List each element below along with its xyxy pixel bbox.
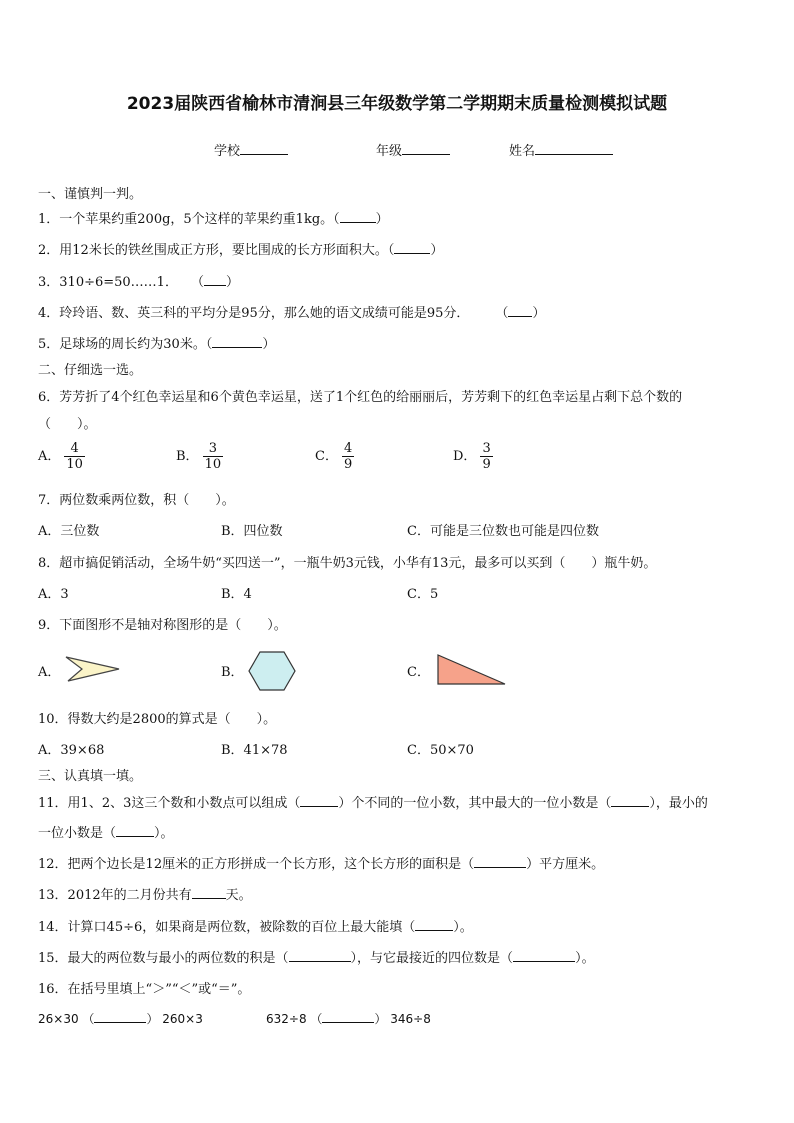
q10-option-c[interactable]: C．50×70 — [407, 743, 474, 758]
q9-option-c[interactable]: C． — [407, 665, 430, 680]
q12-blank[interactable] — [474, 855, 526, 868]
question-5: 5．足球场的周长约为30米。（ ） — [38, 337, 276, 352]
question-4: 4．玲玲语、数、英三科的平均分是95分，那么她的语文成绩可能是95分． （ ） — [38, 306, 546, 321]
arrow-shape-icon — [64, 654, 122, 684]
q7-option-b[interactable]: B．四位数 — [221, 524, 283, 539]
question-14: 14．计算口45÷6，如果商是两位数，被除数的百位上最大能填（ ）。 — [38, 920, 473, 935]
q9-option-a[interactable]: A． — [38, 665, 61, 680]
question-1: 1．一个苹果约重200g，5个这样的苹果约重1kg。（ ） — [38, 212, 389, 227]
question-12: 12．把两个边长是12厘米的正方形拼成一个长方形，这个长方形的面积是（ ）平方厘米。 — [38, 857, 605, 872]
section-2-heading: 二、仔细选一选。 — [38, 363, 143, 378]
fraction: $\frac{3}{9}$ — [482, 441, 491, 472]
right-triangle-shape — [438, 655, 505, 684]
school-blank[interactable] — [240, 142, 288, 155]
hexagon-shape-icon — [248, 650, 298, 692]
q11-blank-1[interactable] — [300, 794, 338, 807]
fraction: $\frac{4}{10}$ — [66, 441, 83, 472]
q6-option-a[interactable]: A． $\frac{4}{10}$ — [38, 441, 83, 472]
school-field — [214, 140, 288, 159]
arrow-shape — [66, 657, 119, 681]
q7-option-a[interactable]: A．三位数 — [38, 524, 100, 539]
grade-label: 年级 — [376, 144, 403, 159]
q3-answer-blank[interactable] — [204, 273, 226, 286]
section-1-heading: 一、谨慎判一判。 — [38, 187, 143, 202]
q2-answer-blank[interactable] — [394, 241, 430, 254]
q1-answer-blank[interactable] — [340, 210, 376, 223]
question-11-cont: 一位小数是（ ）。 — [38, 826, 174, 841]
hexagon-shape — [249, 652, 295, 690]
question-11: 11．用1、2、3这三个数和小数点可以组成（ ）个不同的一位小数，其中最大的一位小数是（ ），最小的 — [38, 796, 708, 811]
fraction: $\frac{4}{9}$ — [343, 441, 353, 472]
question-16: 16．在括号里填上“＞”“＜”或“＝”。 — [38, 982, 251, 997]
q15-blank-2[interactable] — [513, 949, 575, 962]
exam-title: 2023届陕西省榆林市清涧县三年级数学第二学期期末质量检测模拟试题 — [126, 94, 668, 114]
name-field — [509, 140, 613, 159]
q11-blank-2[interactable] — [611, 794, 649, 807]
q14-blank[interactable] — [415, 918, 453, 931]
question-8: 8．超市搞促销活动，全场牛奶“买四送一”，一瓶牛奶3元钱，小华有13元，最多可以买到（ ）瓶牛奶。 — [38, 556, 657, 571]
q16-comparison-2: 632÷8 （ ） 346÷8 — [266, 1012, 431, 1026]
question-10: 10．得数大约是2800的算式是（ ）。 — [38, 712, 277, 727]
question-7: 7．两位数乘两位数，积（ ）。 — [38, 493, 235, 508]
q9-option-b[interactable]: B． — [221, 665, 244, 680]
q16-comparison-1: 26×30 （ ） 260×3 — [38, 1012, 203, 1026]
name-blank[interactable] — [535, 142, 613, 155]
q10-option-a[interactable]: A．39×68 — [38, 743, 105, 758]
q5-answer-blank[interactable] — [212, 335, 262, 348]
q4-answer-blank[interactable] — [508, 304, 532, 317]
question-9: 9．下面图形不是轴对称图形的是（ ）。 — [38, 618, 287, 633]
q13-blank[interactable] — [192, 886, 226, 899]
grade-field — [376, 140, 450, 159]
section-3-heading: 三、认真填一填。 — [38, 769, 143, 784]
q8-option-a[interactable]: A．3 — [38, 587, 69, 602]
question-6: 6．芳芳折了4个红色幸运星和6个黄色幸运星，送了1个红色的给丽丽后，芳芳剩下的红色幸运星占剩下总个数的 — [38, 390, 683, 405]
question-2: 2．用12米长的铁丝围成正方形，要比围成的长方形面积大。（ ） — [38, 243, 444, 258]
q16-blank-2[interactable] — [322, 1010, 374, 1023]
q10-option-b[interactable]: B．41×78 — [221, 743, 288, 758]
q11-blank-3[interactable] — [116, 824, 154, 837]
q8-option-b[interactable]: B．4 — [221, 587, 252, 602]
question-13: 13．2012年的二月份共有 天。 — [38, 888, 252, 903]
school-label: 学校 — [214, 144, 241, 159]
q6-option-b[interactable]: B． $\frac{3}{10}$ — [176, 441, 222, 472]
q6-option-d[interactable]: D． $\frac{3}{9}$ — [453, 441, 491, 472]
q15-blank-1[interactable] — [289, 949, 351, 962]
q6-option-c[interactable]: C． $\frac{4}{9}$ — [315, 441, 353, 472]
grade-blank[interactable] — [402, 142, 450, 155]
fraction: $\frac{3}{10}$ — [204, 441, 222, 472]
right-triangle-shape-icon — [436, 653, 508, 687]
name-label: 姓名 — [509, 144, 536, 159]
question-6-paren: （ ）。 — [38, 417, 97, 432]
question-3: 3．310÷6=50……1． （ ） — [38, 275, 239, 290]
question-15: 15．最大的两位数与最小的两位数的积是（ ），与它最接近的四位数是（ ）。 — [38, 951, 595, 966]
q16-blank-1[interactable] — [94, 1010, 146, 1023]
q7-option-c[interactable]: C．可能是三位数也可能是四位数 — [407, 524, 599, 539]
q8-option-c[interactable]: C．5 — [407, 587, 439, 602]
